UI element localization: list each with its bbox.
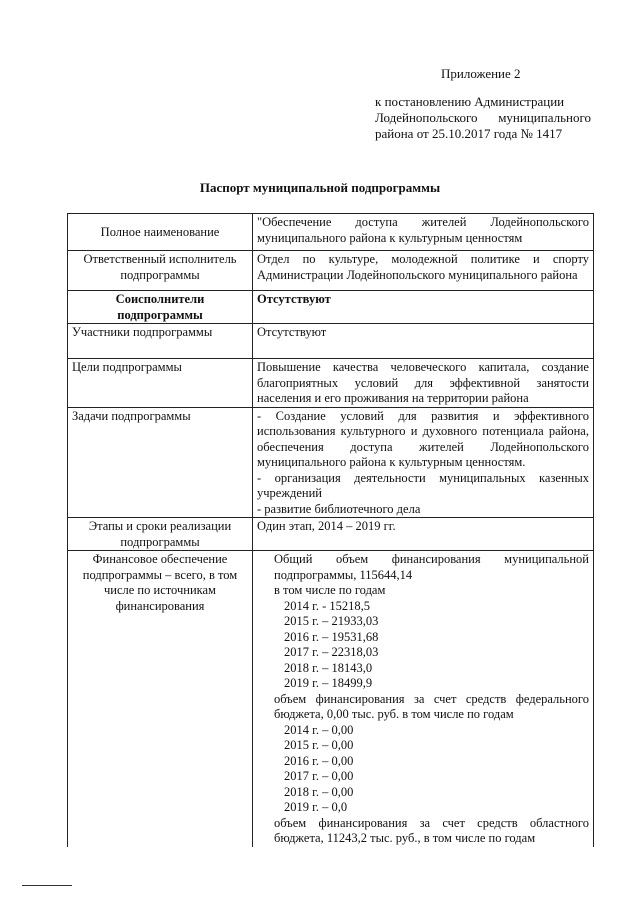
row-participants [68, 324, 594, 359]
decree-line-3: района от 25.10.2017 года № 1417 [375, 126, 563, 141]
financing-year: 2015 г. – 21933,03 [284, 614, 379, 628]
federal-year: 2015 г. – 0,00 [284, 738, 354, 752]
label-participants: Участники подпрограммы [68, 324, 253, 359]
value-executor: Отдел по культуре, молодежной политике и спорту Администрации Лодейнопольского муниципального района [253, 251, 594, 291]
financing-by-years: в том числе по годам [274, 583, 386, 597]
value-goals: Повышение качества человеческого капитала, создание благоприятных условий для эффективной занятости населения и его проживания на территории района [253, 359, 594, 408]
label-coexecutors: Соисполнители подпрограммы [68, 291, 253, 324]
row-coexecutors [68, 291, 594, 324]
label-tasks: Задачи подпрограммы [68, 407, 253, 518]
row-financing [68, 551, 594, 847]
label-executor: Ответственный исполнитель подпрограммы [68, 251, 253, 291]
row-executor [68, 251, 594, 291]
value-tasks [253, 407, 594, 518]
financing-year: 2017 г. – 22318,03 [284, 645, 379, 659]
federal-year: 2017 г. – 0,00 [284, 769, 354, 783]
task-item: - Создание условий для развития и эффективного использования культурного и духовного потенциала района, обеспечения доступа жителей Лодейнопольского муниципального района к культурным ценностям. [257, 408, 589, 469]
financing-year: 2019 г. – 18499,9 [284, 676, 373, 690]
document-title: Паспорт муниципальной подпрограммы [199, 180, 441, 195]
decree-reference [375, 94, 591, 142]
federal-year: 2014 г. – 0,00 [284, 722, 354, 737]
footnote-divider [22, 885, 72, 886]
federal-year: 2018 г. – 0,00 [284, 784, 354, 799]
financing-year: 2014 г. - 15218,5 [284, 598, 371, 613]
financing-regional: объем финансирования за счет средств областного бюджета, 11243,2 тыс. руб., в том числе по годам [274, 815, 589, 845]
decree-line-2: Лодейнопольского муниципального [375, 110, 591, 125]
label-goals: Цели подпрограммы [68, 359, 253, 408]
task-item: - организация деятельности муниципальных казенных учреждений [257, 470, 589, 500]
label-financing: Финансовое обеспечение подпрограммы – всего, в том числе по источникам финансирования [68, 551, 253, 847]
passport-table [67, 213, 594, 847]
federal-year: 2019 г. – 0,0 [284, 800, 348, 814]
financing-year: 2016 г. – 19531,68 [284, 629, 379, 644]
value-full-name: "Обеспечение доступа жителей Лодейнопольского муниципального района к культурным ценностям [253, 214, 594, 251]
value-participants: Отсутствуют [253, 324, 594, 359]
row-full-name [68, 214, 594, 251]
financing-year: 2018 г. – 18143,0 [284, 660, 373, 675]
value-stages: Один этап, 2014 – 2019 гг. [253, 518, 594, 551]
financing-federal: объем финансирования за счет средств федерального бюджета, 0,00 тыс. руб. в том числе по годам [274, 691, 589, 721]
decree-line-1: к постановлению Администрации [375, 94, 565, 109]
label-stages: Этапы и сроки реализации подпрограммы [68, 518, 253, 551]
task-item: - развитие библиотечного дела [257, 501, 421, 516]
federal-year: 2016 г. – 0,00 [284, 753, 354, 768]
row-tasks [68, 407, 594, 518]
row-stages [68, 518, 594, 551]
appendix-title: Приложение 2 [441, 66, 521, 81]
row-goals [68, 359, 594, 408]
value-financing [253, 551, 594, 847]
label-full-name: Полное наименование [68, 214, 253, 251]
value-coexecutors: Отсутствуют [253, 291, 594, 324]
financing-total: Общий объем финансирования муниципальной подпрограммы, 115644,14 [274, 552, 589, 582]
